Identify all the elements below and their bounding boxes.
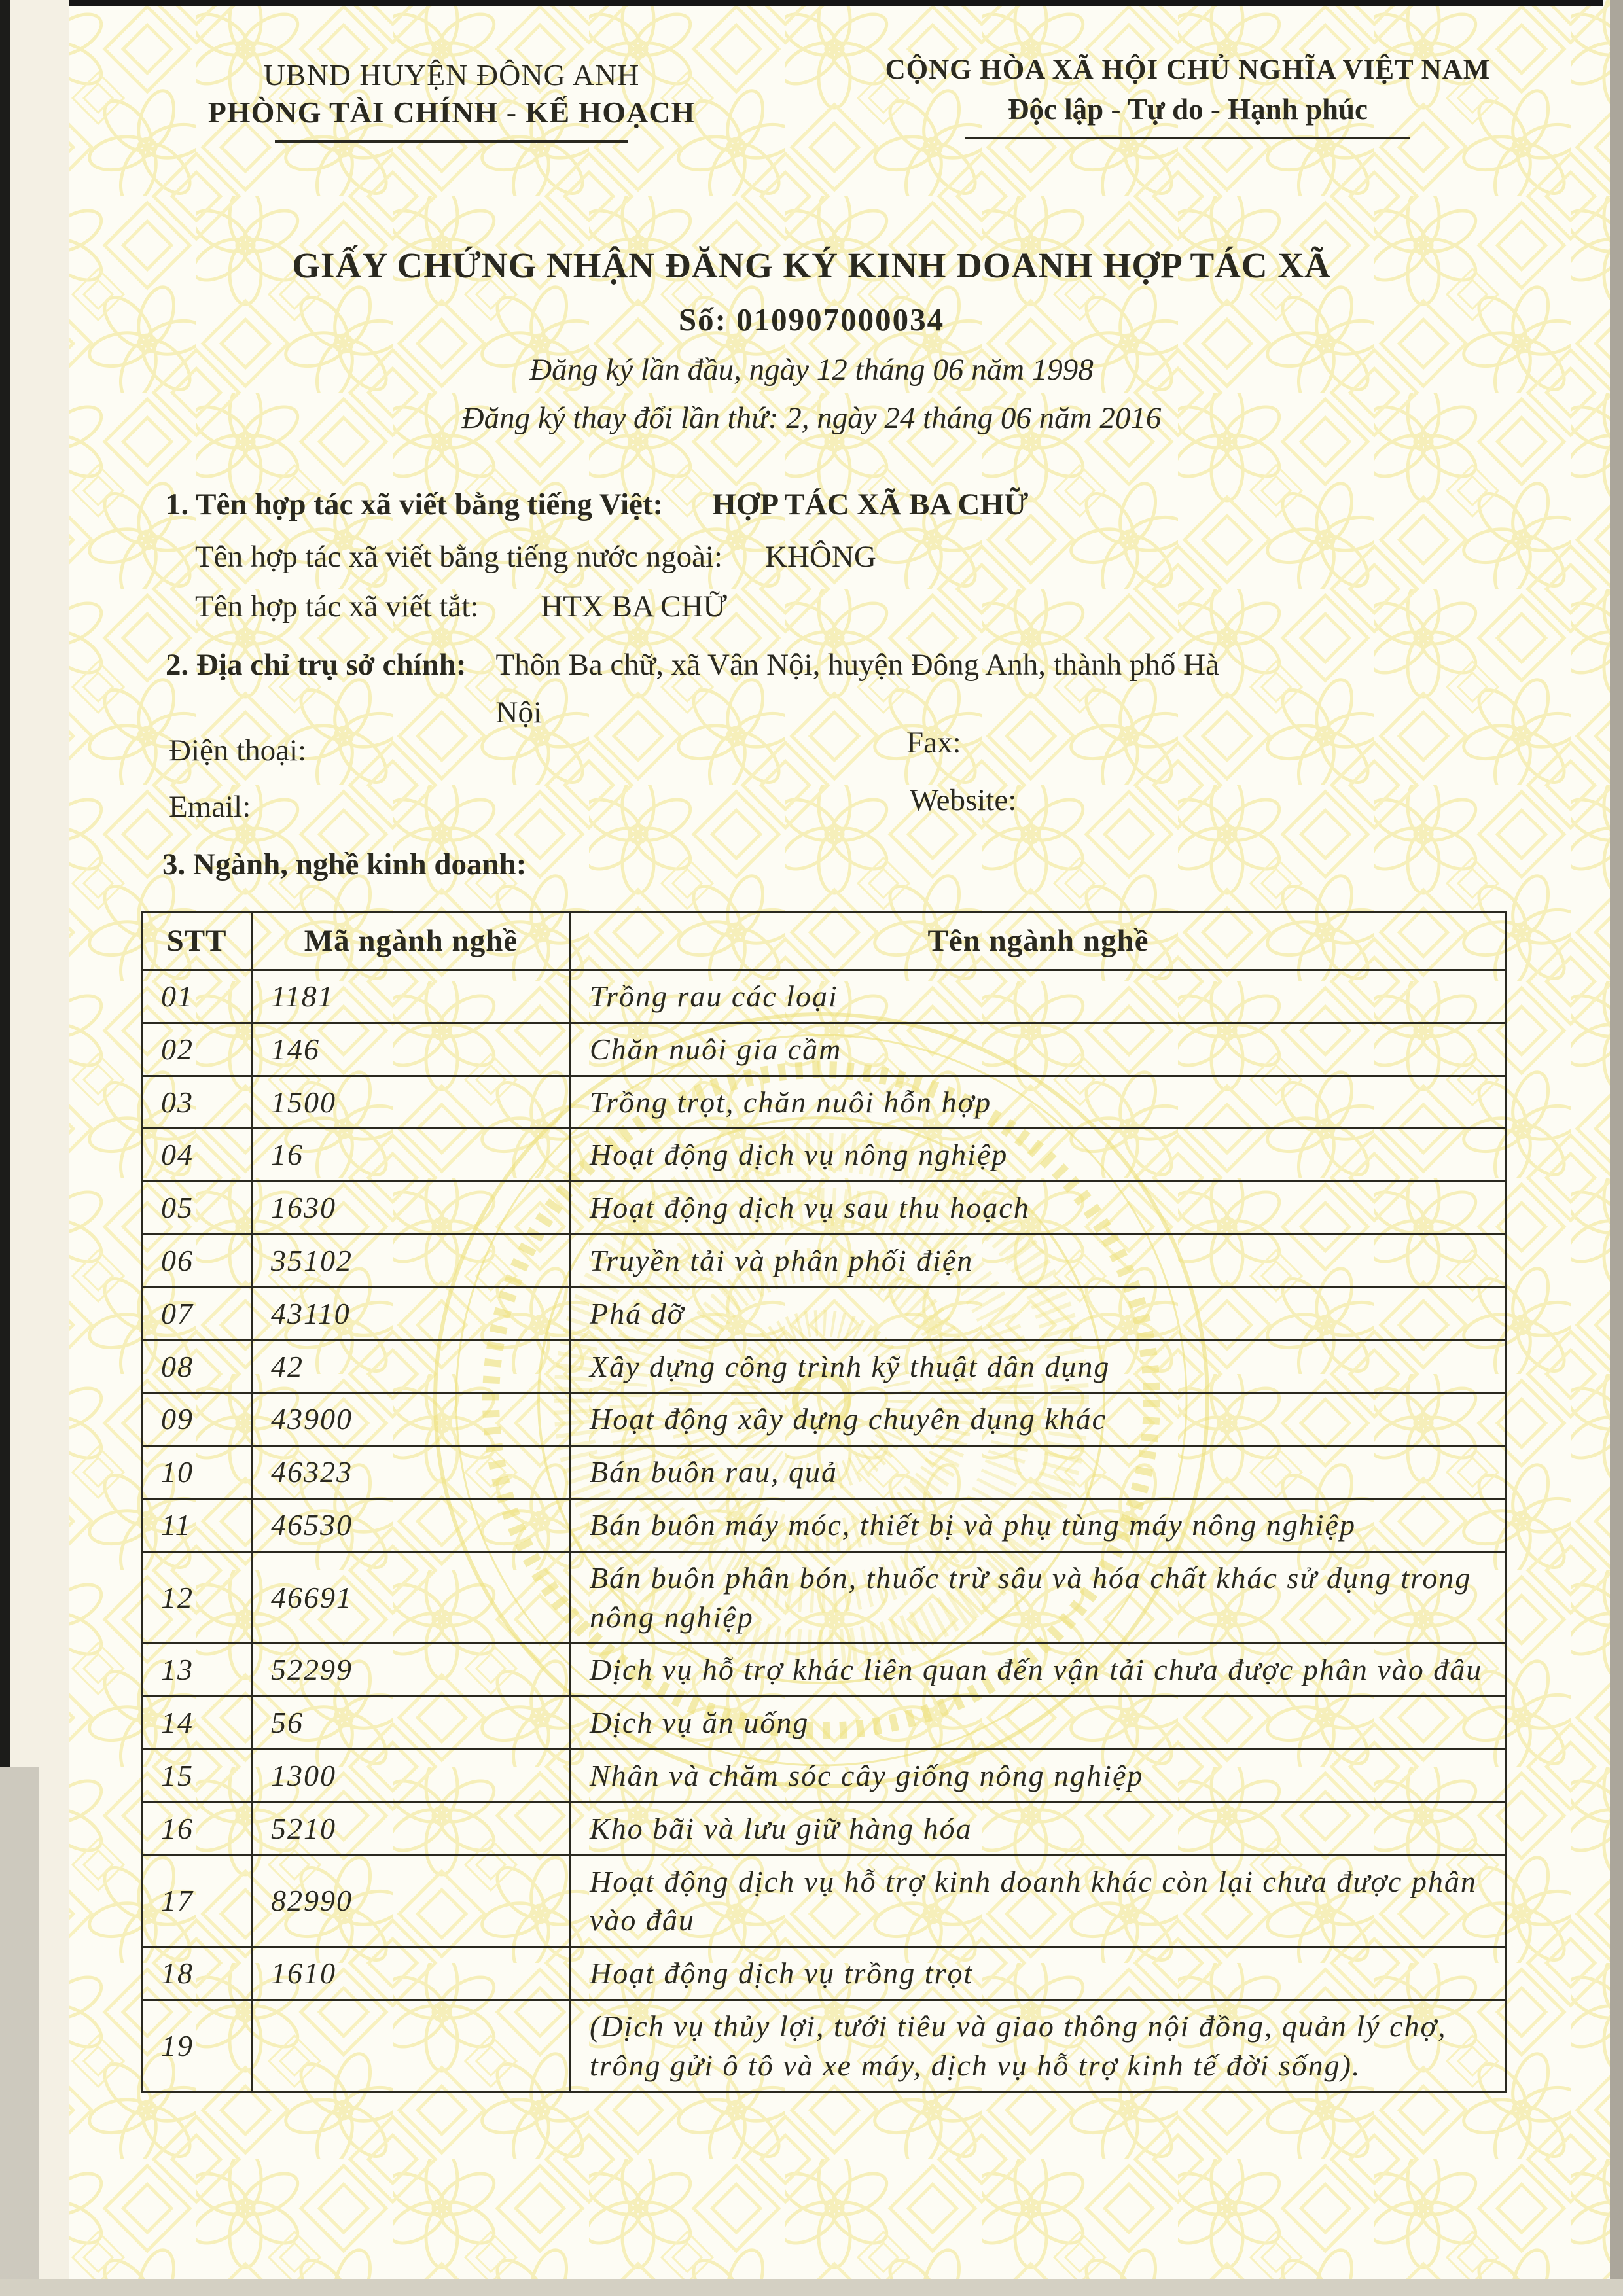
table-row bbox=[142, 1076, 1507, 1129]
row-code: 42 bbox=[252, 1340, 571, 1393]
row-stt: 15 bbox=[142, 1749, 252, 1802]
industry-table-body bbox=[142, 970, 1507, 2093]
row-code bbox=[252, 2000, 571, 2092]
row-name: Trồng rau các loại bbox=[571, 970, 1507, 1023]
row-stt: 09 bbox=[142, 1393, 252, 1446]
table-row bbox=[142, 1287, 1507, 1340]
row-stt: 14 bbox=[142, 1697, 252, 1750]
row-name: Hoạt động dịch vụ hỗ trợ kinh doanh khác còn lại chưa được phân vào đâu bbox=[571, 1855, 1507, 1947]
table-row bbox=[142, 1234, 1507, 1287]
row-stt: 02 bbox=[142, 1023, 252, 1076]
website-label: Website: bbox=[910, 783, 1017, 817]
row-name: Truyền tải và phân phối điện bbox=[571, 1234, 1507, 1287]
row-code: 146 bbox=[252, 1023, 571, 1076]
motto-divider-rule bbox=[965, 137, 1410, 139]
row-name: Nhân và chăm sóc cây giống nông nghiệp bbox=[571, 1749, 1507, 1802]
issuer-divider-rule bbox=[275, 140, 628, 143]
table-row bbox=[142, 970, 1507, 1023]
certificate-number: Số: 010907000034 bbox=[678, 302, 945, 338]
issuer-parent: UBND HUYỆN ĐÔNG ANH bbox=[263, 58, 640, 92]
table-row bbox=[142, 1498, 1507, 1551]
table-row bbox=[142, 1802, 1507, 1855]
row-stt: 01 bbox=[142, 970, 252, 1023]
row-stt: 07 bbox=[142, 1287, 252, 1340]
table-row bbox=[142, 1855, 1507, 1947]
row-code: 46323 bbox=[252, 1446, 571, 1499]
row-name: Hoạt động dịch vụ trồng trọt bbox=[571, 1947, 1507, 2000]
row-code: 43900 bbox=[252, 1393, 571, 1446]
row-stt: 18 bbox=[142, 1947, 252, 2000]
table-row bbox=[142, 1182, 1507, 1235]
row-name: Trồng trọt, chăn nuôi hỗn hợp bbox=[571, 1076, 1507, 1129]
coop-foreign-name-value: KHÔNG bbox=[765, 540, 876, 574]
coop-abbr-name-value: HTX BA CHỮ bbox=[541, 590, 727, 624]
table-row bbox=[142, 1129, 1507, 1182]
coop-abbr-name-label: Tên hợp tác xã viết tắt: bbox=[195, 590, 479, 624]
row-stt: 17 bbox=[142, 1855, 252, 1947]
industries-table-wrap bbox=[141, 911, 1507, 2093]
change-registration-line: Đăng ký thay đổi lần thứ: 2, ngày 24 tháng 06 năm 2016 bbox=[461, 401, 1162, 435]
issuer-dept: PHÒNG TÀI CHÍNH - KẾ HOẠCH bbox=[207, 96, 696, 129]
row-name: Kho bãi và lưu giữ hàng hóa bbox=[571, 1802, 1507, 1855]
col-header-name: Tên ngành nghề bbox=[571, 912, 1507, 970]
row-code: 46691 bbox=[252, 1551, 571, 1644]
row-code: 16 bbox=[252, 1129, 571, 1182]
table-row bbox=[142, 1446, 1507, 1499]
row-stt: 11 bbox=[142, 1498, 252, 1551]
row-stt: 03 bbox=[142, 1076, 252, 1129]
national-motto: Độc lập - Tự do - Hạnh phúc bbox=[1007, 93, 1368, 126]
table-row bbox=[142, 2000, 1507, 2092]
row-name: Hoạt động xây dựng chuyên dụng khác bbox=[571, 1393, 1507, 1446]
col-header-code: Mã ngành nghề bbox=[252, 912, 571, 970]
first-registration-line: Đăng ký lần đầu, ngày 12 tháng 06 năm 1998 bbox=[529, 353, 1094, 387]
industries-table bbox=[141, 911, 1507, 2093]
row-name: (Dịch vụ thủy lợi, tưới tiêu và giao thông nội đồng, quản lý chợ, trông gửi ô tô và xe máy, dịch vụ hỗ trợ kinh tế đời sống). bbox=[571, 2000, 1507, 2092]
address-value: Thôn Ba chữ, xã Vân Nội, huyện Đông Anh, thành phố Hà Nội bbox=[495, 648, 1219, 730]
email-label: Email: bbox=[169, 790, 251, 824]
row-name: Bán buôn máy móc, thiết bị và phụ tùng máy nông nghiệp bbox=[571, 1498, 1507, 1551]
table-row bbox=[142, 1023, 1507, 1076]
table-row bbox=[142, 1947, 1507, 2000]
table-row bbox=[142, 1644, 1507, 1697]
row-code: 52299 bbox=[252, 1644, 571, 1697]
address-row bbox=[166, 641, 1262, 737]
row-name: Dịch vụ hỗ trợ khác liên quan đến vận tải chưa được phân vào đâu bbox=[571, 1644, 1507, 1697]
row-code: 35102 bbox=[252, 1234, 571, 1287]
coop-name-label: 1. Tên hợp tác xã viết bằng tiếng Việt: bbox=[166, 487, 664, 521]
row-name: Xây dựng công trình kỹ thuật dân dụng bbox=[571, 1340, 1507, 1393]
issuer-block bbox=[124, 58, 779, 143]
row-stt: 16 bbox=[142, 1802, 252, 1855]
row-code: 43110 bbox=[252, 1287, 571, 1340]
row-stt: 08 bbox=[142, 1340, 252, 1393]
coop-name-row bbox=[166, 487, 1028, 522]
row-name: Bán buôn phân bón, thuốc trừ sâu và hóa chất khác sử dụng trong nông nghiệp bbox=[571, 1551, 1507, 1644]
coop-name-value: HỢP TÁC XÃ BA CHỮ bbox=[712, 487, 1029, 521]
row-stt: 19 bbox=[142, 2000, 252, 2092]
row-name: Bán buôn rau, quả bbox=[571, 1446, 1507, 1499]
row-stt: 12 bbox=[142, 1551, 252, 1644]
row-stt: 04 bbox=[142, 1129, 252, 1182]
national-title: CỘNG HÒA XÃ HỘI CHỦ NGHĨA VIỆT NAM bbox=[885, 54, 1491, 85]
row-name: Phá dỡ bbox=[571, 1287, 1507, 1340]
row-name: Dịch vụ ăn uống bbox=[571, 1697, 1507, 1750]
row-code: 1300 bbox=[252, 1749, 571, 1802]
row-name: Hoạt động dịch vụ nông nghiệp bbox=[571, 1129, 1507, 1182]
table-header-row bbox=[142, 912, 1507, 970]
row-stt: 05 bbox=[142, 1182, 252, 1235]
row-stt: 13 bbox=[142, 1644, 252, 1697]
national-block bbox=[805, 54, 1571, 139]
row-code: 1610 bbox=[252, 1947, 571, 2000]
coop-foreign-name-row bbox=[195, 539, 876, 574]
phone-label: Điện thoại: bbox=[169, 733, 307, 768]
row-code: 46530 bbox=[252, 1498, 571, 1551]
table-row bbox=[142, 1697, 1507, 1750]
fax-label: Fax: bbox=[906, 726, 961, 760]
row-code: 1630 bbox=[252, 1182, 571, 1235]
row-name: Hoạt động dịch vụ sau thu hoạch bbox=[571, 1182, 1507, 1235]
row-code: 5210 bbox=[252, 1802, 571, 1855]
row-code: 82990 bbox=[252, 1855, 571, 1947]
row-stt: 10 bbox=[142, 1446, 252, 1499]
row-code: 1500 bbox=[252, 1076, 571, 1129]
table-row bbox=[142, 1551, 1507, 1644]
row-stt: 06 bbox=[142, 1234, 252, 1287]
industries-heading: 3. Ngành, nghề kinh doanh: bbox=[162, 847, 527, 881]
coop-abbr-name-row bbox=[195, 589, 727, 624]
table-row bbox=[142, 1749, 1507, 1802]
address-label: 2. Địa chỉ trụ sở chính: bbox=[166, 648, 467, 682]
row-name: Chăn nuôi gia cầm bbox=[571, 1023, 1507, 1076]
page-title: GIẤY CHỨNG NHẬN ĐĂNG KÝ KINH DOANH HỢP TÁC XÃ bbox=[292, 245, 1331, 285]
table-row bbox=[142, 1393, 1507, 1446]
coop-foreign-name-label: Tên hợp tác xã viết bằng tiếng nước ngoài: bbox=[195, 540, 723, 574]
table-row bbox=[142, 1340, 1507, 1393]
row-code: 56 bbox=[252, 1697, 571, 1750]
row-code: 1181 bbox=[252, 970, 571, 1023]
col-header-stt: STT bbox=[142, 912, 252, 970]
